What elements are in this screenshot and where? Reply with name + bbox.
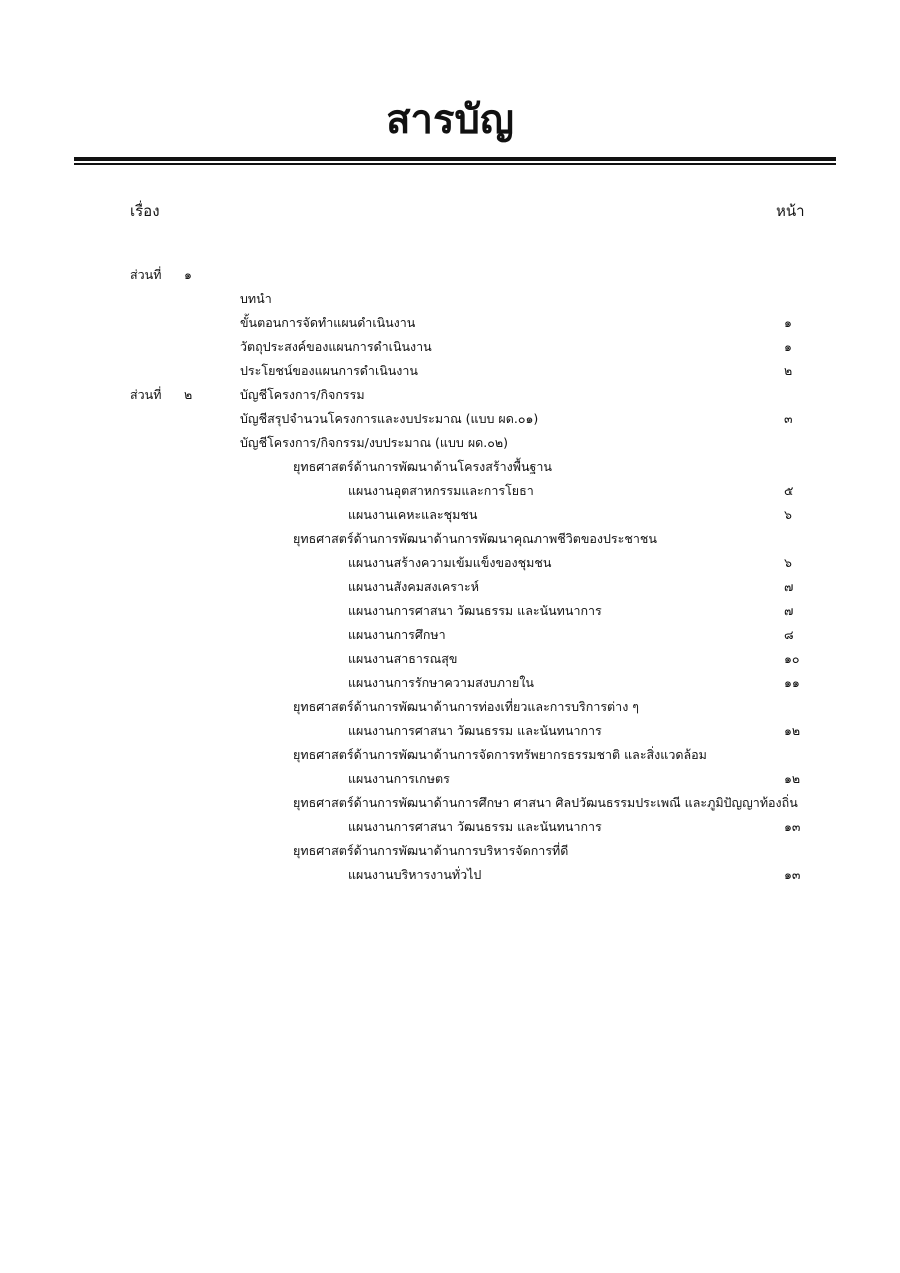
- toc-entry-title: บทนำ: [240, 291, 272, 306]
- toc-page-number: ๑๒: [784, 771, 801, 786]
- toc-page-number: ๖: [784, 555, 792, 570]
- toc-entry-row: [0, 407, 900, 431]
- page-title: สารบัญ: [386, 97, 514, 143]
- section-number: ๒: [184, 387, 193, 402]
- toc-entry-title: ขั้นตอนการจัดทำแผนดำเนินงาน: [240, 315, 416, 330]
- toc-entry-row: [0, 767, 900, 791]
- title-divider-thick: [74, 157, 836, 161]
- toc-page-number: ๗: [784, 579, 794, 594]
- toc-entry-title: แผนงานสร้างความเข้มแข็งของชุมชน: [348, 555, 552, 570]
- toc-entry-row: [0, 503, 900, 527]
- toc-page-number: ๑: [784, 339, 792, 354]
- toc-entry-title: แผนงานสังคมสงเคราะห์: [348, 579, 479, 594]
- toc-entry-row: [0, 815, 900, 839]
- toc-entry-row: [0, 575, 900, 599]
- toc-page-number: ๑๑: [784, 675, 800, 690]
- toc-page-number: ๗: [784, 603, 794, 618]
- section-label: ส่วนที่: [130, 387, 162, 402]
- toc-entry-row: [0, 599, 900, 623]
- toc-entry-title: แผนงานการศาสนา วัฒนธรรม และนันทนาการ: [348, 819, 602, 834]
- toc-entry-title: ยุทธศาสตร์ด้านการพัฒนาด้านโครงสร้างพื้นฐาน: [293, 459, 552, 474]
- toc-page-number: ๕: [784, 483, 794, 498]
- section-number: ๑: [184, 267, 192, 282]
- toc-entry-title: แผนงานการรักษาความสงบภายใน: [348, 675, 534, 690]
- toc-entry-row: [0, 743, 900, 767]
- toc-entry-title: ประโยชน์ของแผนการดำเนินงาน: [240, 363, 418, 378]
- section-label: ส่วนที่: [130, 267, 162, 282]
- toc-entry-row: [0, 623, 900, 647]
- toc-entry-title: แผนงานการศาสนา วัฒนธรรม และนันทนาการ: [348, 723, 602, 738]
- toc-entry-title: แผนงานเคหะและชุมชน: [348, 507, 478, 522]
- column-header-page: หน้า: [776, 202, 805, 220]
- toc-entry-title: ยุทธศาสตร์ด้านการพัฒนาด้านการจัดการทรัพยากรธรรมชาติ และสิ่งแวดล้อม: [293, 747, 707, 762]
- toc-entry-title: แผนงานการศึกษา: [348, 627, 446, 642]
- toc-page-number: ๒: [784, 363, 793, 378]
- toc-entry-title: ยุทธศาสตร์ด้านการพัฒนาด้านการพัฒนาคุณภาพชีวิตของประชาชน: [293, 531, 657, 546]
- toc-entry-row: [0, 791, 900, 815]
- toc-entry-title: แผนงานอุตสาหกรรมและการโยธา: [348, 483, 534, 498]
- toc-entry-title: ยุทธศาสตร์ด้านการพัฒนาด้านการบริหารจัดการที่ดี: [293, 843, 569, 858]
- toc-page-number: ๓: [784, 411, 793, 426]
- toc-entry-row: [0, 863, 900, 887]
- toc-page-number: ๑: [784, 315, 792, 330]
- toc-entry-row: [0, 695, 900, 719]
- toc-entry-row: [0, 719, 900, 743]
- toc-entry-title: แผนงานการเกษตร: [348, 771, 450, 786]
- column-header-subject: เรื่อง: [130, 202, 160, 220]
- toc-entry-title: ยุทธศาสตร์ด้านการพัฒนาด้านการศึกษา ศาสนา ศิลปวัฒนธรรมประเพณี และภูมิปัญญาท้องถิ่น: [293, 795, 798, 810]
- toc-entry-row: [0, 527, 900, 551]
- toc-entry-title: บัญชีโครงการ/กิจกรรม/งบประมาณ (แบบ ผด.๐๒): [240, 435, 508, 450]
- toc-entry-title: วัตถุประสงค์ของแผนการดำเนินงาน: [240, 339, 432, 354]
- toc-entry-row: [0, 671, 900, 695]
- toc-page-number: ๑๓: [784, 819, 801, 834]
- toc-entry-title: แผนงานสาธารณสุข: [348, 651, 458, 666]
- section-row: [0, 383, 900, 407]
- toc-page-number: ๑๒: [784, 723, 801, 738]
- toc-entry-row: [0, 839, 900, 863]
- toc-entry-row: [0, 647, 900, 671]
- toc-entry-row: [0, 431, 900, 455]
- toc-entry-row: [0, 479, 900, 503]
- toc-entry-row: [0, 455, 900, 479]
- toc-entry-title: บัญชีสรุปจำนวนโครงการและงบประมาณ (แบบ ผด.๐๑): [240, 411, 539, 426]
- toc-page-number: ๑๐: [784, 651, 800, 666]
- toc-entry-row: [0, 287, 900, 311]
- toc-entry-row: [0, 551, 900, 575]
- toc-entry-title: ยุทธศาสตร์ด้านการพัฒนาด้านการท่องเที่ยวและการบริการต่าง ๆ: [293, 699, 639, 714]
- section-row: [0, 263, 900, 287]
- toc-page-number: ๖: [784, 507, 792, 522]
- toc-page-number: ๘: [784, 627, 794, 642]
- toc-entry-row: [0, 359, 900, 383]
- title-divider-thin: [74, 163, 836, 165]
- toc-entry-title: แผนงานบริหารงานทั่วไป: [348, 867, 482, 882]
- toc-entry-title: แผนงานการศาสนา วัฒนธรรม และนันทนาการ: [348, 603, 602, 618]
- toc-entry-row: [0, 311, 900, 335]
- toc-entry-row: [0, 335, 900, 359]
- toc-page-number: ๑๓: [784, 867, 801, 882]
- toc-entry-title: บัญชีโครงการ/กิจกรรม: [240, 387, 365, 402]
